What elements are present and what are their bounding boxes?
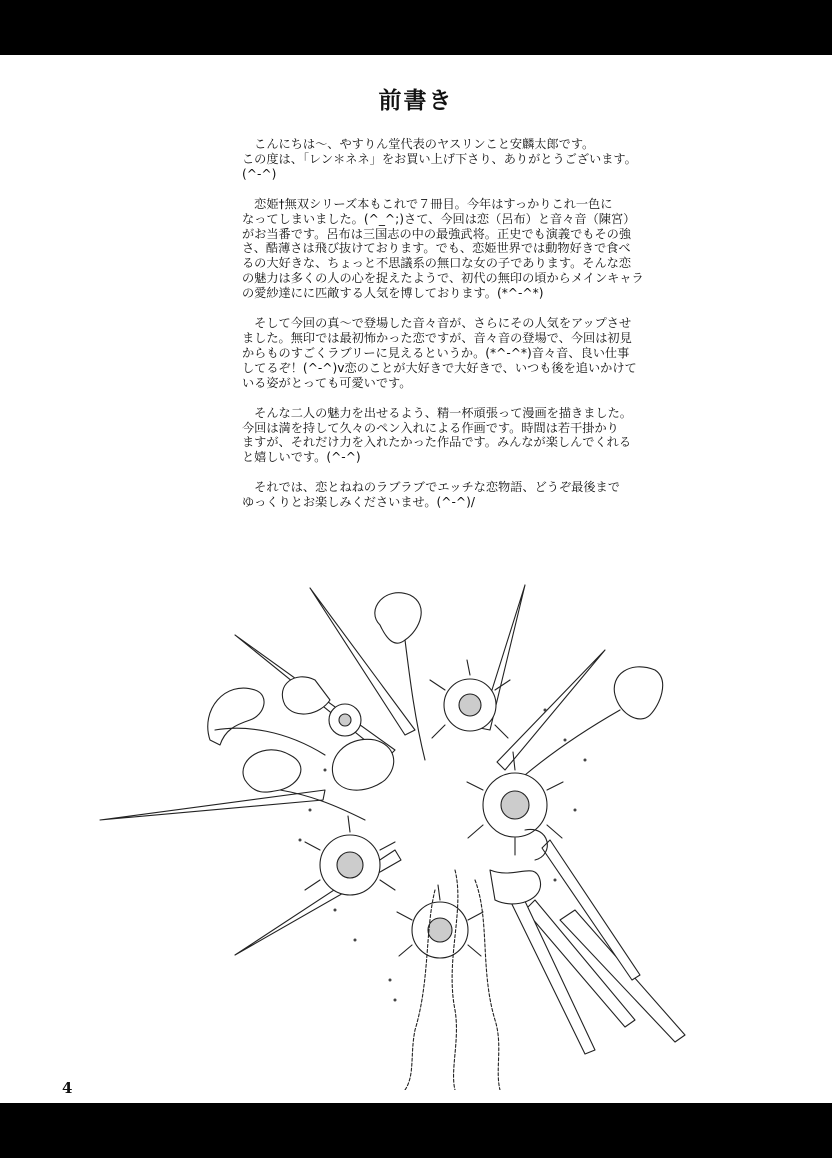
- text-line: がお当番です。呂布は三国志の中の最強武将。正史でも演義でもその強: [242, 226, 632, 241]
- text-line: と嬉しいです。(^-^): [242, 450, 361, 465]
- page-title: 前書き: [378, 88, 454, 114]
- text-line: の愛紗達にに匹敵する人気を博しております。(*^-^*): [242, 286, 544, 301]
- foreword-body: [242, 137, 662, 525]
- paragraph: [242, 316, 662, 391]
- text-line: してるぞ！(^-^)v恋のことが大好きで大好きで、いつも後を追いかけて: [242, 360, 637, 375]
- text-line: (^-^): [242, 166, 277, 181]
- text-line: こんにちは～、やすりん堂代表のヤスリンこと安麟太郎です。: [242, 137, 595, 151]
- text-line: 恋姫†無双シリーズ本もこれで７冊目。今年はすっかりこれ一色に: [242, 196, 613, 211]
- text-line: なってしまいました。(^_^;)さて、今回は恋（呂布）と音々音（陳宮）: [242, 211, 636, 226]
- paragraph: [242, 480, 662, 510]
- flower-bouquet-illustration: [95, 580, 695, 1090]
- text-line: そして今回の真～で登場した音々音が、さらにその人気をアップさせ: [242, 316, 632, 331]
- paragraph: [242, 197, 662, 301]
- paragraph: [242, 137, 662, 182]
- text-line: それでは、恋とねねのラブラブでエッチな恋物語、どうぞ最後まで: [242, 480, 620, 495]
- document-page: [0, 55, 832, 1103]
- text-line: の魅力は多くの人の心を捉えたようで、初代の無印の頃からメインキャラ: [242, 271, 644, 286]
- text-line: そんな二人の魅力を出せるよう、精一杯頑張って漫画を描きました。: [242, 405, 632, 420]
- paragraph: [242, 406, 662, 466]
- text-line: からものすごくラブリーに見えるというか。(*^-^*)音々音、良い仕事: [242, 345, 630, 360]
- text-line: ゆっくりとお楽しみくださいませ。(^-^)/: [242, 495, 475, 510]
- page-number: 4: [62, 1079, 73, 1097]
- text-line: ますが、それだけ力を入れたかった作品です。みんなが楽しんでくれる: [242, 435, 632, 450]
- text-line: この度は、「レン＊ネネ」をお買い上げ下さり、ありがとうございます。: [242, 151, 637, 166]
- text-line: るの大好きな、ちょっと不思議系の無口な女の子であります。そんな恋: [242, 256, 632, 271]
- text-line: ました。無印では最初怖かった恋ですが、音々音の登場で、今回は初見: [242, 330, 632, 345]
- text-line: 今回は満を持して久々のペン入れによる作画です。時間は若干掛かり: [242, 420, 619, 435]
- text-line: さ、酷薄さは飛び抜けております。でも、恋姫世界では動物好きで食べ: [242, 241, 631, 256]
- text-line: いる姿がとっても可愛いです。: [242, 375, 412, 390]
